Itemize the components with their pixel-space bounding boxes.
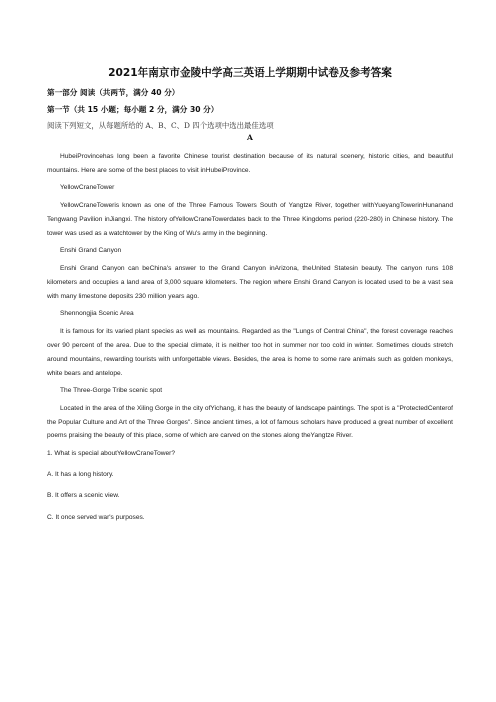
instruction-text: 阅读下列短文，从每题所给的 A、B、C、D 四个选项中选出最佳选项 xyxy=(47,121,274,130)
passage-label: A xyxy=(247,133,253,142)
question-1-option-c: C. It once served war's purposes. xyxy=(47,513,145,521)
place-heading-shennongjia: Shennongjia Scenic Area xyxy=(60,309,134,317)
part-heading: 第一部分 阅读（共两节，满分 40 分） xyxy=(47,88,180,97)
document-title: 2021年南京市金陵中学高三英语上学期期中试卷及参考答案 xyxy=(108,67,392,79)
place-text-three-gorge-tribe: Located in the area of the Xiling Gorge in the city ofYichang, it has the beauty of landscape paintings. The spot is a "ProtectedCenterof the Popular Culture and Art of the Three Gorges". Since ancient times, a lot of famous scholars have produced a great number of excellent poems praising the beauty of this place, some of which are carved on the stones along theYangtze River. xyxy=(47,404,453,440)
document-body xyxy=(47,66,453,534)
section-heading: 第一节（共 15 小题；每小题 2 分，满分 30 分） xyxy=(47,105,219,114)
place-heading-enshi-grand-canyon: Enshi Grand Canyon xyxy=(60,246,122,254)
question-1-option-b: B. It offers a scenic view. xyxy=(47,492,120,500)
place-heading-yellow-crane-tower: YellowCraneTower xyxy=(60,184,115,191)
passage-intro: HubeiProvincehas long been a favorite Chinese tourist destination because of its natural scenery, historic cities, and beautiful mountains. Here are some of the best places to visit inHubeiProvince. xyxy=(47,153,453,174)
place-heading-three-gorge-tribe: The Three-Gorge Tribe scenic spot xyxy=(60,386,163,394)
place-text-enshi-grand-canyon: Enshi Grand Canyon can beChina's answer to the Grand Canyon inArizona, theUnited Statesin beauty. The canyon runs 108 kilometers and occupies a land area of 3,000 square kilometers. The region where Enshi Grand Canyon is located used to be a vast sea with many limestone deposits 230 million years ago. xyxy=(47,264,453,300)
place-text-shennongjia: It is famous for its varied plant species as well as mountains. Regarded as the "Lungs of Central China", the forest coverage reaches over 90 percent of the area. Due to the special climate, it is neither too hot in summer nor too cold in winter. Sometimes clouds stretch around mountains, rewarding tourists with unforgettable views. Besides, the area is home to some rare animals such as golden monkeys, white bears and antelope. xyxy=(47,327,453,377)
question-1-stem: 1. What is special aboutYellowCraneTower? xyxy=(47,449,176,457)
place-text-yellow-crane-tower: YellowCraneToweris known as one of the Three Famous Towers South of Yangtze River, together withYueyangTowerinHunanand Tengwang Pavilion inJiangxi. The history ofYellowCraneTowerdates back to the Three Kingdoms period (220-280) in Chinese history. The tower was used as a watchtower by the King of Wu's army in the beginning. xyxy=(47,202,453,237)
question-1-option-a: A. It has a long history. xyxy=(47,470,114,478)
